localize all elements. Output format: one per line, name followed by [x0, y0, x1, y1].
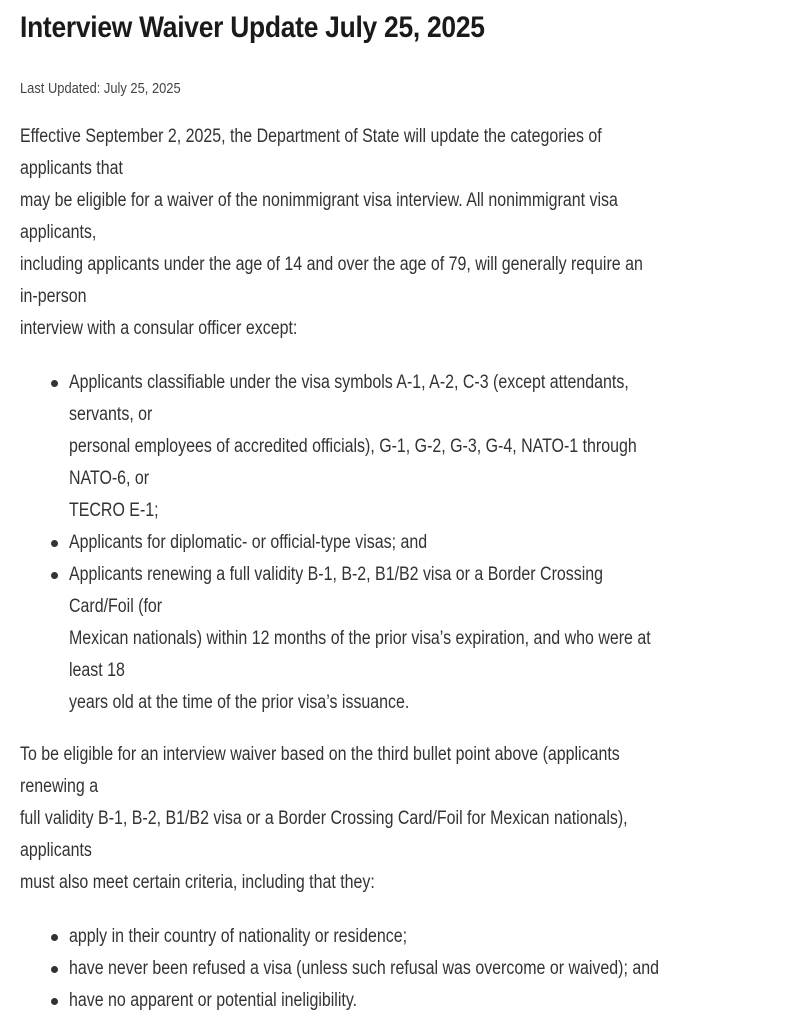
intro-line: interview with a consular officer except:: [20, 318, 298, 339]
list-item-line: have never been refused a visa (unless such refusal was overcome or waived); and: [69, 958, 659, 979]
exceptions-list: [20, 367, 784, 719]
bullet-icon: [51, 540, 58, 547]
list-item-line: have no apparent or potential ineligibility.: [69, 990, 358, 1011]
list-item-line: Applicants for diplomatic- or official-type visas; and: [69, 532, 428, 553]
criteria-intro-paragraph: [20, 739, 784, 899]
intro-line: including applicants under the age of 14 and over the age of 79, will generally require an in-person: [20, 254, 643, 307]
intro-line: Effective September 2, 2025, the Department of State will update the categories of applicants that: [20, 126, 602, 179]
list-item: [20, 559, 784, 719]
list-item-line: Applicants classifiable under the visa symbols A-1, A-2, C-3 (except attendants, servants, or: [69, 372, 629, 425]
bullet-icon: [51, 572, 58, 579]
criteria-intro-line: full validity B-1, B-2, B1/B2 visa or a Border Crossing Card/Foil for Mexican nationals), applicants: [20, 808, 628, 861]
page-title: Interview Waiver Update July 25, 2025: [20, 11, 485, 44]
intro-line: may be eligible for a waiver of the nonimmigrant visa interview. All nonimmigrant visa applicants,: [20, 190, 618, 243]
criteria-intro-line: must also meet certain criteria, including that they:: [20, 872, 375, 893]
list-item: [20, 527, 784, 559]
last-updated-date: Last Updated: July 25, 2025: [20, 80, 181, 97]
criteria-list: [20, 921, 784, 1017]
bullet-icon: [51, 934, 58, 941]
list-item-line: Applicants renewing a full validity B-1, B-2, B1/B2 visa or a Border Crossing Card/Foil (for: [69, 564, 604, 617]
list-item: [20, 953, 784, 985]
list-item: [20, 367, 784, 527]
bullet-icon: [51, 966, 58, 973]
list-item-line: apply in their country of nationality or residence;: [69, 926, 408, 947]
list-item-line: TECRO E-1;: [69, 500, 159, 521]
list-item: [20, 985, 784, 1017]
bullet-icon: [51, 380, 58, 387]
list-item: [20, 921, 784, 953]
intro-paragraph: [20, 121, 784, 345]
list-item-line: Mexican nationals) within 12 months of the prior visa’s expiration, and who were at least 18: [69, 628, 651, 681]
bullet-icon: [51, 998, 58, 1005]
list-item-line: personal employees of accredited officials), G-1, G-2, G-3, G-4, NATO-1 through NATO-6, or: [69, 436, 637, 489]
article: [20, 0, 784, 1017]
criteria-intro-line: To be eligible for an interview waiver based on the third bullet point above (applicants renewing a: [20, 744, 620, 797]
list-item-line: years old at the time of the prior visa’s issuance.: [69, 692, 410, 713]
